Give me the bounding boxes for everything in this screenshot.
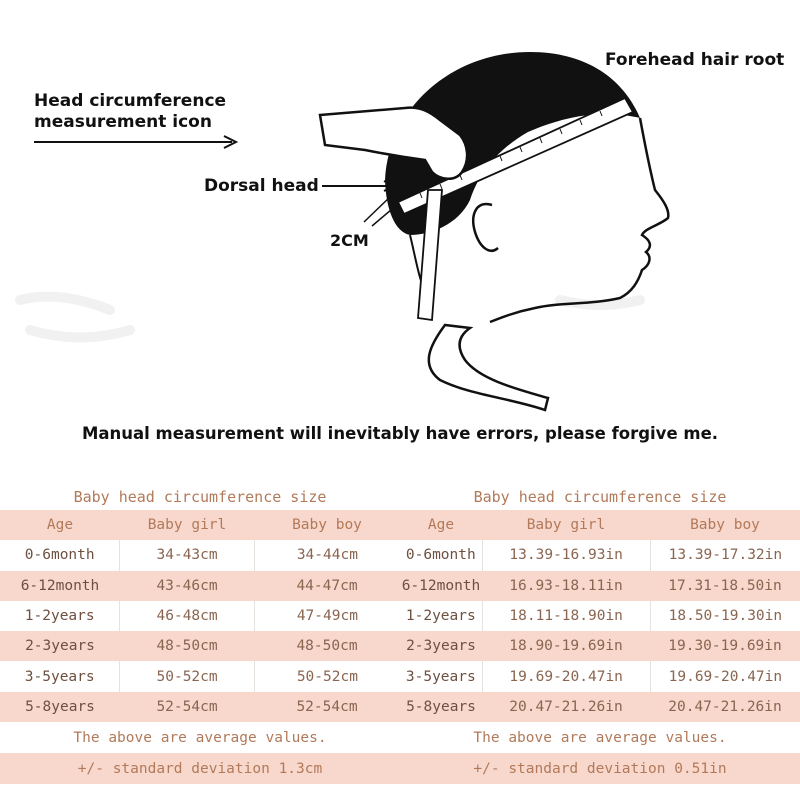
header-boy: Baby boy: [690, 517, 760, 534]
boy-size-cell: 50-52cm: [296, 668, 358, 685]
error-notice: Manual measurement will inevitably have errors, please forgive me.: [81, 424, 719, 443]
table-row: [400, 601, 800, 631]
average-note: The above are average values.: [73, 729, 327, 746]
dorsal-head-label: Dorsal head: [204, 176, 319, 196]
girl-size-cell: 46-48cm: [119, 601, 254, 631]
boy-size-cell: 52-54cm: [296, 698, 358, 715]
age-cell: 3-5years: [24, 668, 95, 685]
table-title: Baby head circumference size: [473, 488, 727, 506]
boy-size-cell: 19.30-19.69in: [668, 638, 782, 655]
girl-size-cell: 34-43cm: [119, 540, 254, 570]
girl-size-cell: 20.47-21.26in: [509, 698, 623, 715]
age-cell: 6-12month: [20, 577, 100, 594]
age-cell: 2-3years: [406, 638, 476, 655]
age-cell: 2-3years: [25, 638, 95, 655]
table-row: [0, 631, 400, 661]
table-row: [400, 631, 800, 661]
boy-size-cell: 18.50-19.30in: [668, 608, 783, 625]
ear-shape: [473, 204, 498, 251]
boy-size-cell: 48-50cm: [296, 638, 358, 655]
table-row: [0, 692, 400, 722]
boy-size-cell: 17.31-18.50in: [668, 577, 782, 594]
header-girl: Baby girl: [526, 517, 606, 534]
table-row: [0, 661, 400, 691]
boy-size-cell: 47-49cm: [296, 608, 358, 625]
table-row: [400, 571, 800, 601]
forehead-label: Forehead hair root: [605, 50, 785, 70]
table-row: [0, 571, 400, 601]
girl-size-cell: 52-54cm: [156, 698, 218, 715]
table-row: [400, 540, 800, 570]
age-cell: 6-12month: [401, 577, 481, 594]
girl-size-cell: 43-46cm: [156, 577, 218, 594]
offset-label: 2CM: [330, 231, 369, 250]
header-age: Age: [46, 517, 74, 534]
boy-size-cell: 19.69-20.47in: [668, 668, 783, 685]
size-table-cm: [0, 470, 400, 800]
age-cell: 0-6month: [24, 547, 95, 564]
head-circumference-arrow: [34, 136, 236, 148]
average-note: The above are average values.: [473, 729, 727, 746]
table-title: Baby head circumference size: [73, 488, 327, 506]
age-cell: 0-6month: [405, 547, 476, 564]
age-cell: 5-8years: [406, 698, 476, 715]
table-row: [0, 601, 400, 631]
table-row: [400, 661, 800, 691]
table-header-row: [0, 510, 400, 540]
girl-size-cell: 48-50cm: [156, 638, 218, 655]
dorsal-arrow: [322, 181, 394, 191]
age-cell: 1-2years: [24, 608, 95, 625]
girl-size-cell: 18.11-18.90in: [482, 601, 651, 631]
head-circumference-label: Head circumference measurement icon: [34, 91, 227, 132]
size-table-in: [400, 470, 800, 800]
table-header-row: [400, 510, 800, 540]
deviation-note: +/- standard deviation 1.3cm: [0, 753, 400, 784]
header-girl: Baby girl: [147, 517, 227, 534]
boy-size-cell: 13.39-17.32in: [668, 547, 783, 564]
table-row: [0, 540, 400, 570]
girl-size-cell: 18.90-19.69in: [509, 638, 623, 655]
collar-shape: [429, 325, 548, 410]
girl-size-cell: 13.39-16.93in: [482, 540, 651, 570]
boy-size-cell: 44-47cm: [296, 577, 358, 594]
girl-size-cell: 50-52cm: [119, 661, 254, 691]
girl-size-cell: 16.93-18.11in: [509, 577, 623, 594]
header-age: Age: [427, 517, 455, 534]
boy-size-cell: 34-44cm: [296, 547, 358, 564]
boy-size-cell: 20.47-21.26in: [668, 698, 782, 715]
girl-size-cell: 19.69-20.47in: [482, 661, 651, 691]
age-cell: 3-5years: [405, 668, 476, 685]
age-cell: 5-8years: [25, 698, 95, 715]
table-row: [400, 692, 800, 722]
header-boy: Baby boy: [292, 517, 362, 534]
age-cell: 1-2years: [405, 608, 476, 625]
deviation-note: +/- standard deviation 0.51in: [400, 753, 800, 784]
